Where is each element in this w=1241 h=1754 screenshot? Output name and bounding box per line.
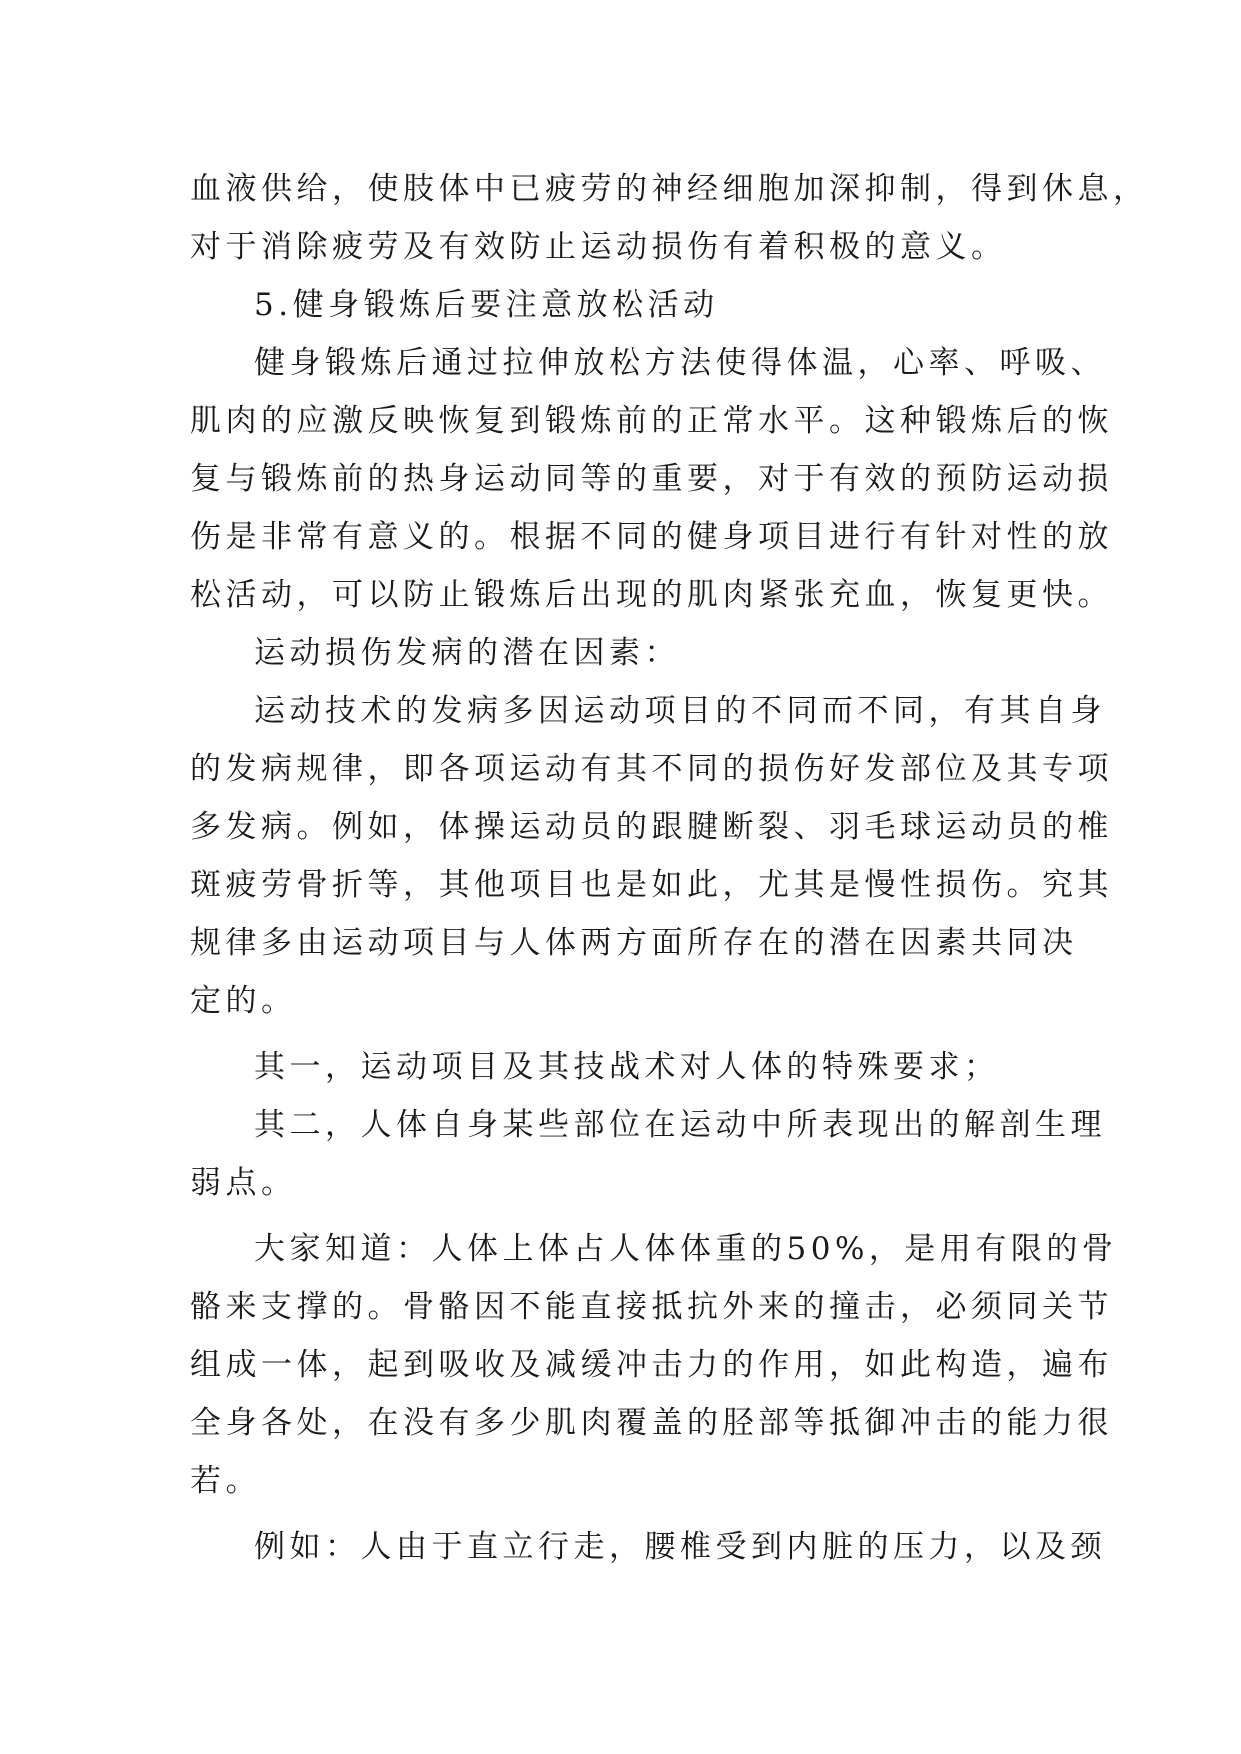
text-line: 复与锻炼前的热身运动同等的重要，对于有效的预防运动损	[190, 461, 1113, 497]
document-body	[190, 160, 1149, 1576]
text-line: 其二，人体自身某些部位在运动中所表现出的解剖生理	[254, 1107, 1106, 1143]
text-line: 其一，运动项目及其技战术对人体的特殊要求；	[254, 1049, 1000, 1085]
text-line: 例如：人由于直立行走，腰椎受到内脏的压力，以及颈	[254, 1529, 1106, 1565]
text-line: 多发病。例如，体操运动员的跟腱断裂、羽毛球运动员的椎	[190, 809, 1113, 845]
text-line: 运动损伤发病的潜在因素：	[254, 635, 680, 671]
text-line: 定的。	[190, 983, 297, 1019]
text-line: 运动技术的发病多因运动项目的不同而不同，有其自身	[254, 693, 1106, 729]
text-line: 斑疲劳骨折等，其他项目也是如此，尤其是慢性损伤。究其	[190, 867, 1113, 903]
text-line: 血液供给，使肢体中已疲劳的神经细胞加深抑制，得到休息，	[190, 171, 1149, 207]
text-line: 全身各处，在没有多少肌肉覆盖的胫部等抵御冲击的能力很	[190, 1405, 1113, 1441]
text-line: 伤是非常有意义的。根据不同的健身项目进行有针对性的放	[190, 519, 1113, 555]
text-line: 健身锻炼后通过拉伸放松方法使得体温，心率、呼吸、	[254, 345, 1106, 381]
text-line: 大家知道：人体上体占人体体重的50%，是用有限的骨	[254, 1231, 1118, 1267]
text-line: 规律多由运动项目与人体两方面所存在的潜在因素共同决	[190, 925, 1078, 961]
text-line: 对于消除疲劳及有效防止运动损伤有着积极的意义。	[190, 229, 1007, 265]
text-line: 若。	[190, 1463, 261, 1499]
text-line: 肌肉的应激反映恢复到锻炼前的正常水平。这种锻炼后的恢	[190, 403, 1113, 439]
section-heading: 5.健身锻炼后要注意放松活动	[254, 287, 719, 323]
text-line: 弱点。	[190, 1165, 297, 1201]
text-line: 组成一体，起到吸收及减缓冲击力的作用，如此构造，遍布	[190, 1347, 1113, 1383]
text-line: 骼来支撑的。骨骼因不能直接抵抗外来的撞击，必须同关节	[190, 1289, 1113, 1325]
text-line: 的发病规律，即各项运动有其不同的损伤好发部位及其专项	[190, 751, 1113, 787]
text-line: 松活动，可以防止锻炼后出现的肌肉紧张充血，恢复更快。	[190, 577, 1113, 613]
